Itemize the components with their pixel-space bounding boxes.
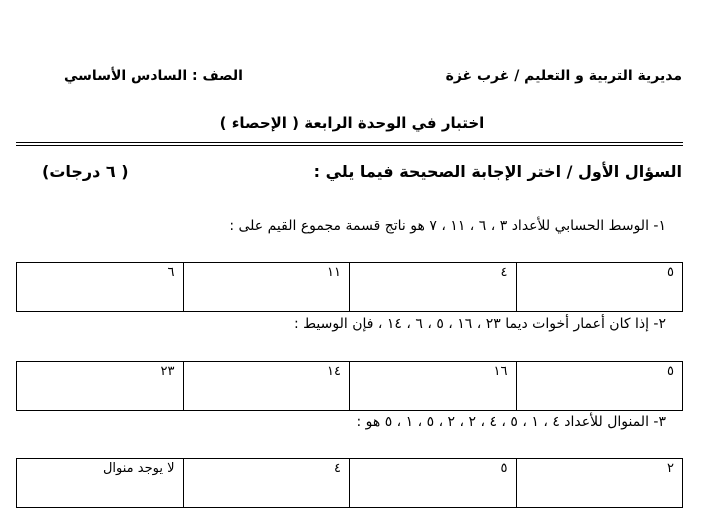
question-2-text: ٢- إذا كان أعمار أخوات ديما ٢٣ ، ١٦ ، ٥ ، ٦ ، ١٤ ، فإن الوسيط : (293, 316, 666, 332)
option-cell[interactable]: ٦ (17, 263, 184, 312)
directorate-title: مديرية التربية و التعليم / غرب غزة (445, 68, 682, 84)
question-3-options (16, 458, 683, 508)
header-divider-second (16, 145, 683, 146)
header-divider (16, 142, 683, 143)
option-cell[interactable]: ٤ (183, 459, 350, 508)
question-2-options (16, 361, 683, 411)
option-cell[interactable]: ٥ (350, 459, 517, 508)
grade-label: الصف : السادس الأساسي (64, 68, 243, 84)
option-cell[interactable]: ١٤ (183, 362, 350, 411)
exam-title: اختبار في الوحدة الرابعة ( الإحصاء ) (219, 114, 485, 132)
question-1-options (16, 262, 683, 312)
option-cell[interactable]: ٢ (516, 459, 683, 508)
option-cell[interactable]: ١١ (183, 263, 350, 312)
question-1-text: ١- الوسط الحسابي للأعداد ٣ ، ٦ ، ١١ ، ٧ هو ناتج قسمة مجموع القيم على : (229, 218, 666, 234)
option-cell[interactable]: لا يوجد منوال (17, 459, 184, 508)
section-heading: السؤال الأول / اختر الإجابة الصحيحة فيما يلي : (313, 162, 682, 181)
option-cell[interactable]: ٥ (516, 362, 683, 411)
option-cell[interactable]: ٢٣ (17, 362, 184, 411)
option-cell[interactable]: ٥ (516, 263, 683, 312)
option-cell[interactable]: ٤ (350, 263, 517, 312)
option-cell[interactable]: ١٦ (350, 362, 517, 411)
section-marks: ( ٦ درجات) (42, 162, 129, 181)
question-3-text: ٣- المنوال للأعداد ٤ ، ١ ، ٥ ، ٤ ، ٢ ، ٢ ، ٥ ، ١ ، ٥ هو : (356, 414, 666, 430)
